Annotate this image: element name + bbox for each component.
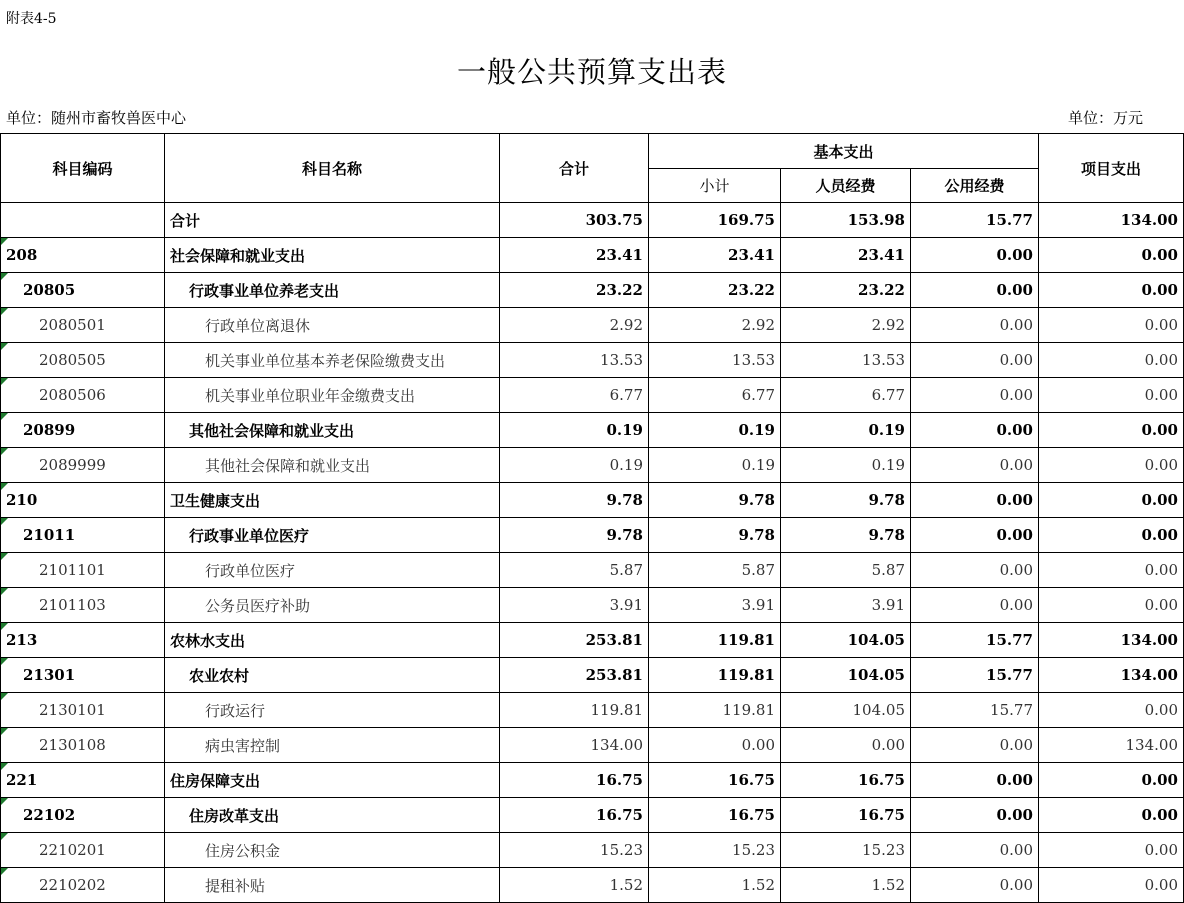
cell-code — [1, 203, 165, 238]
cell-public: 0.00 — [911, 728, 1039, 763]
cell-personnel: 15.23 — [781, 833, 911, 868]
unit-currency: 单位：万元 — [1068, 109, 1144, 127]
cell-total: 9.78 — [500, 518, 649, 553]
cell-code: 20899 — [1, 413, 165, 448]
cell-name: 社会保障和就业支出 — [165, 238, 500, 273]
cell-personnel: 3.91 — [781, 588, 911, 623]
cell-total: 253.81 — [500, 623, 649, 658]
table-row — [1, 518, 1184, 553]
cell-total: 134.00 — [500, 728, 649, 763]
cell-subtotal: 5.87 — [649, 553, 781, 588]
cell-subtotal: 6.77 — [649, 378, 781, 413]
cell-public: 0.00 — [911, 588, 1039, 623]
table-row — [1, 343, 1184, 378]
cell-code: 2130108 — [1, 728, 165, 763]
cell-public: 0.00 — [911, 238, 1039, 273]
table-row — [1, 308, 1184, 343]
cell-name: 病虫害控制 — [165, 728, 500, 763]
cell-project: 0.00 — [1039, 308, 1184, 343]
cell-public: 0.00 — [911, 378, 1039, 413]
cell-public: 0.00 — [911, 273, 1039, 308]
cell-public: 0.00 — [911, 833, 1039, 868]
cell-name: 住房公积金 — [165, 833, 500, 868]
cell-total: 1.52 — [500, 868, 649, 903]
cell-name: 行政单位医疗 — [165, 553, 500, 588]
cell-code: 208 — [1, 238, 165, 273]
cell-subtotal: 0.19 — [649, 448, 781, 483]
cell-personnel: 5.87 — [781, 553, 911, 588]
cell-name: 机关事业单位基本养老保险缴费支出 — [165, 343, 500, 378]
cell-code: 22102 — [1, 798, 165, 833]
attachment-label: 附表4-5 — [6, 11, 57, 27]
cell-subtotal: 2.92 — [649, 308, 781, 343]
cell-subtotal: 13.53 — [649, 343, 781, 378]
cell-code: 2210202 — [1, 868, 165, 903]
cell-personnel: 6.77 — [781, 378, 911, 413]
cell-code: 2101103 — [1, 588, 165, 623]
cell-project: 134.00 — [1039, 658, 1184, 693]
cell-name: 卫生健康支出 — [165, 483, 500, 518]
cell-project: 134.00 — [1039, 728, 1184, 763]
cell-personnel: 23.41 — [781, 238, 911, 273]
cell-project: 0.00 — [1039, 798, 1184, 833]
cell-total: 303.75 — [500, 203, 649, 238]
table-row — [1, 273, 1184, 308]
cell-public: 15.77 — [911, 693, 1039, 728]
cell-public: 0.00 — [911, 798, 1039, 833]
cell-personnel: 2.92 — [781, 308, 911, 343]
table-row — [1, 868, 1184, 903]
cell-total: 6.77 — [500, 378, 649, 413]
cell-code: 210 — [1, 483, 165, 518]
cell-subtotal: 119.81 — [649, 658, 781, 693]
header-project: 项目支出 — [1039, 134, 1184, 203]
cell-total: 13.53 — [500, 343, 649, 378]
cell-personnel: 153.98 — [781, 203, 911, 238]
cell-code: 2080505 — [1, 343, 165, 378]
cell-name: 农业农村 — [165, 658, 500, 693]
cell-public: 15.77 — [911, 623, 1039, 658]
header-total: 合计 — [500, 134, 649, 203]
table-row — [1, 378, 1184, 413]
cell-total: 119.81 — [500, 693, 649, 728]
unit-organization: 单位：随州市畜牧兽医中心 — [6, 109, 187, 127]
header-basic: 基本支出 — [649, 134, 1039, 169]
cell-subtotal: 15.23 — [649, 833, 781, 868]
cell-project: 0.00 — [1039, 868, 1184, 903]
cell-code: 20805 — [1, 273, 165, 308]
header-name: 科目名称 — [165, 134, 500, 203]
cell-code: 213 — [1, 623, 165, 658]
cell-personnel: 0.19 — [781, 448, 911, 483]
header-public: 公用经费 — [911, 169, 1039, 203]
cell-public: 0.00 — [911, 413, 1039, 448]
cell-project: 134.00 — [1039, 203, 1184, 238]
cell-name: 行政事业单位养老支出 — [165, 273, 500, 308]
header-code: 科目编码 — [1, 134, 165, 203]
cell-personnel: 9.78 — [781, 483, 911, 518]
cell-name: 农林水支出 — [165, 623, 500, 658]
table-row — [1, 483, 1184, 518]
cell-personnel: 23.22 — [781, 273, 911, 308]
cell-public: 0.00 — [911, 868, 1039, 903]
table-row — [1, 553, 1184, 588]
cell-name: 行政事业单位医疗 — [165, 518, 500, 553]
cell-public: 0.00 — [911, 518, 1039, 553]
cell-project: 0.00 — [1039, 378, 1184, 413]
cell-public: 15.77 — [911, 203, 1039, 238]
cell-subtotal: 169.75 — [649, 203, 781, 238]
cell-name: 住房保障支出 — [165, 763, 500, 798]
cell-subtotal: 0.19 — [649, 413, 781, 448]
table-row — [1, 658, 1184, 693]
cell-code: 2089999 — [1, 448, 165, 483]
cell-name: 其他社会保障和就业支出 — [165, 413, 500, 448]
table-row — [1, 798, 1184, 833]
table-row — [1, 413, 1184, 448]
cell-name: 行政单位离退休 — [165, 308, 500, 343]
header-personnel: 人员经费 — [781, 169, 911, 203]
header-subtotal: 小计 — [649, 169, 781, 203]
cell-subtotal: 119.81 — [649, 623, 781, 658]
cell-name: 行政运行 — [165, 693, 500, 728]
cell-total: 2.92 — [500, 308, 649, 343]
cell-total: 3.91 — [500, 588, 649, 623]
cell-project: 0.00 — [1039, 273, 1184, 308]
table-row — [1, 588, 1184, 623]
cell-total: 16.75 — [500, 798, 649, 833]
cell-personnel: 0.19 — [781, 413, 911, 448]
cell-name: 住房改革支出 — [165, 798, 500, 833]
cell-total: 16.75 — [500, 763, 649, 798]
cell-total: 0.19 — [500, 448, 649, 483]
cell-public: 0.00 — [911, 483, 1039, 518]
cell-name: 合计 — [165, 203, 500, 238]
cell-name: 其他社会保障和就业支出 — [165, 448, 500, 483]
cell-personnel: 104.05 — [781, 658, 911, 693]
cell-personnel: 16.75 — [781, 798, 911, 833]
cell-name: 公务员医疗补助 — [165, 588, 500, 623]
table-row — [1, 448, 1184, 483]
table-row — [1, 833, 1184, 868]
cell-subtotal: 3.91 — [649, 588, 781, 623]
cell-personnel: 1.52 — [781, 868, 911, 903]
cell-subtotal: 0.00 — [649, 728, 781, 763]
cell-subtotal: 16.75 — [649, 798, 781, 833]
table-row — [1, 238, 1184, 273]
table-row — [1, 693, 1184, 728]
cell-code: 2080501 — [1, 308, 165, 343]
cell-personnel: 16.75 — [781, 763, 911, 798]
cell-public: 0.00 — [911, 343, 1039, 378]
cell-project: 0.00 — [1039, 483, 1184, 518]
cell-project: 0.00 — [1039, 343, 1184, 378]
cell-total: 9.78 — [500, 483, 649, 518]
cell-total: 0.19 — [500, 413, 649, 448]
table-row — [1, 623, 1184, 658]
cell-name: 机关事业单位职业年金缴费支出 — [165, 378, 500, 413]
total-row — [1, 203, 1184, 238]
cell-subtotal: 16.75 — [649, 763, 781, 798]
cell-personnel: 9.78 — [781, 518, 911, 553]
cell-project: 0.00 — [1039, 413, 1184, 448]
cell-total: 23.22 — [500, 273, 649, 308]
cell-public: 15.77 — [911, 658, 1039, 693]
table-row — [1, 763, 1184, 798]
cell-code: 2101101 — [1, 553, 165, 588]
cell-project: 0.00 — [1039, 448, 1184, 483]
table-header — [1, 134, 1184, 203]
cell-project: 0.00 — [1039, 518, 1184, 553]
cell-code: 2210201 — [1, 833, 165, 868]
cell-public: 0.00 — [911, 763, 1039, 798]
cell-public: 0.00 — [911, 448, 1039, 483]
cell-project: 0.00 — [1039, 763, 1184, 798]
cell-code: 21011 — [1, 518, 165, 553]
cell-code: 2130101 — [1, 693, 165, 728]
cell-code: 2080506 — [1, 378, 165, 413]
cell-subtotal: 9.78 — [649, 483, 781, 518]
cell-project: 0.00 — [1039, 693, 1184, 728]
cell-subtotal: 23.22 — [649, 273, 781, 308]
cell-personnel: 104.05 — [781, 623, 911, 658]
cell-code: 221 — [1, 763, 165, 798]
page-title: 一般公共预算支出表 — [456, 55, 727, 89]
cell-subtotal: 1.52 — [649, 868, 781, 903]
table-row — [1, 728, 1184, 763]
cell-total: 253.81 — [500, 658, 649, 693]
cell-project: 0.00 — [1039, 238, 1184, 273]
cell-public: 0.00 — [911, 308, 1039, 343]
cell-subtotal: 119.81 — [649, 693, 781, 728]
cell-public: 0.00 — [911, 553, 1039, 588]
cell-project: 134.00 — [1039, 623, 1184, 658]
cell-name: 提租补贴 — [165, 868, 500, 903]
cell-personnel: 104.05 — [781, 693, 911, 728]
cell-project: 0.00 — [1039, 553, 1184, 588]
cell-total: 23.41 — [500, 238, 649, 273]
cell-subtotal: 9.78 — [649, 518, 781, 553]
cell-total: 15.23 — [500, 833, 649, 868]
cell-personnel: 0.00 — [781, 728, 911, 763]
cell-project: 0.00 — [1039, 833, 1184, 868]
budget-table — [0, 133, 1184, 903]
cell-code: 21301 — [1, 658, 165, 693]
cell-subtotal: 23.41 — [649, 238, 781, 273]
cell-personnel: 13.53 — [781, 343, 911, 378]
table-body — [1, 203, 1184, 903]
cell-total: 5.87 — [500, 553, 649, 588]
cell-project: 0.00 — [1039, 588, 1184, 623]
